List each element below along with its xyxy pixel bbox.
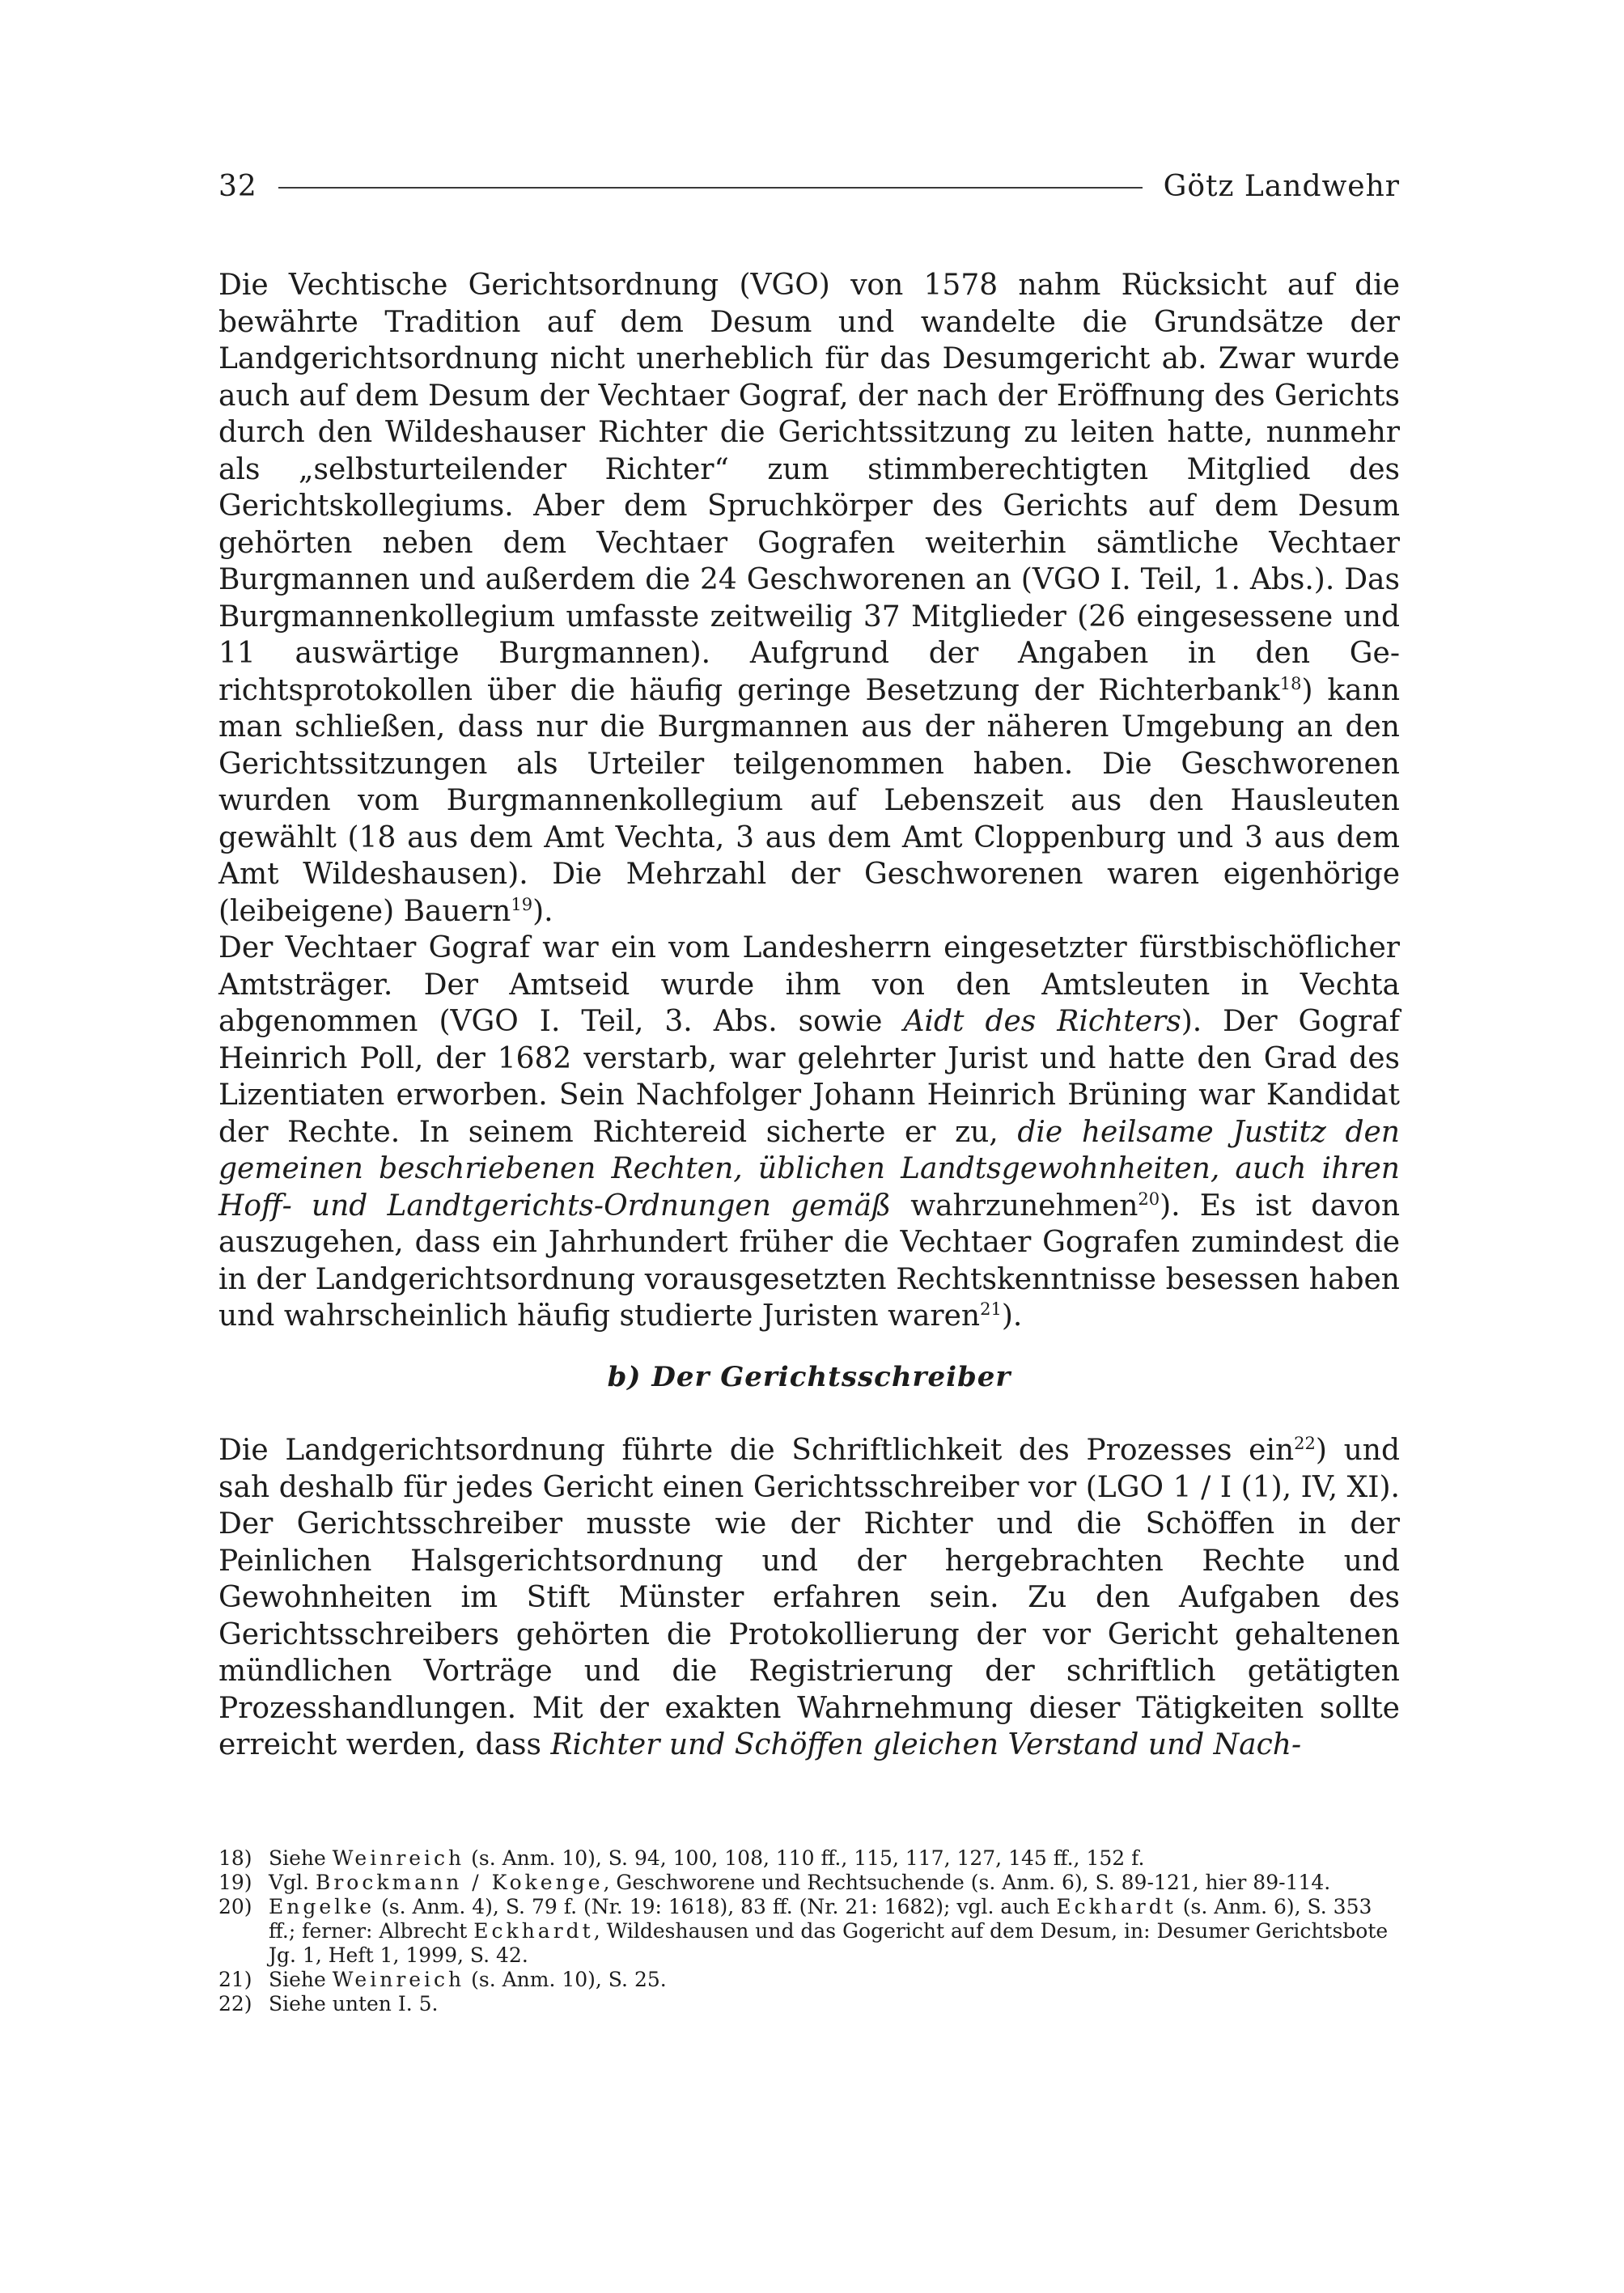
paragraph-gerichtsschreiber: Die Landgerichtsordnung führte die Schriftlichkeit des Prozesses ein$^{22}$) und sah deshalb für jedes Gericht einen Gerichtsschreiber vor (LGO 1 / I (1), IV, XI). Der Gerichtsschreiber musste wie der Richter und die Schöffen in der Peinlichen Halsgerichtsordnung und der hergebrachten Rechte und Gewohnheiten im Stift Münster erfahren sein. Zu den Aufgaben des Gerichtsschreibers gehörten die Protokollierung der vor Gericht gehaltenen mündlichen Vorträge und die Registrierung der schriftlich getätigten Prozesshandlungen. Mit der exakten Wahrnehmung dieser Tätigkeiten sollte erreicht werden, dass Richter und Schöffen gleichen Verstand und Nach-	[218, 1434, 1400, 1761]
footnote-ref-22[interactable]: 22	[1294, 1434, 1316, 1453]
footnote-number: 18)	[218, 1846, 252, 1870]
footnote-ref-21[interactable]: 21	[980, 1299, 1002, 1319]
body-text-lower	[218, 1432, 1400, 1764]
running-head-author: Götz Landwehr	[1163, 169, 1400, 203]
footnote-ref-18[interactable]: 18	[1279, 673, 1302, 693]
footnote-20	[218, 1895, 1400, 1968]
page-number: 32	[218, 169, 257, 203]
footnote-number: 19)	[218, 1871, 252, 1894]
footnote-19	[218, 1871, 1400, 1895]
footnote-18	[218, 1846, 1400, 1871]
footnote-22	[218, 1992, 1400, 2016]
footnote-number: 20)	[218, 1895, 252, 1918]
section-heading: b) Der Gerichtsschreiber	[607, 1361, 1011, 1393]
header-rule	[278, 187, 1143, 189]
footnote-text: Siehe unten I. 5.	[269, 1992, 439, 2015]
footnotes	[218, 1846, 1400, 2016]
footnote-text: Vgl. Brockmann / Kokenge, Geschworene und Rechtsuchende (s. Anm. 6), S. 89-121, hier 89-114.	[269, 1871, 1331, 1894]
footnote-number: 21)	[218, 1968, 252, 1991]
footnote-ref-20[interactable]: 20	[1138, 1189, 1160, 1209]
footnote-21	[218, 1968, 1400, 1992]
footnote-text: Engelke (s. Anm. 4), S. 79 f. (Nr. 19: 1618), 83 ff. (Nr. 21: 1682); vgl. auch Eckhardt (s. Anm. 6), S. 353 ff.; ferner: Albrecht Eckhardt, Wildeshausen und das Gogericht auf dem Desum, in: Desumer Gerichtsbote Jg. 1, Heft 1, 1999, S. 42.	[269, 1895, 1389, 1967]
paragraph-gograf: Der Vechtaer Gograf war ein vom Landesherrn eingesetzter fürstbischöflicher Amtsträger. Der Amtseid wurde ihm von den Amtsleuten in Vechta abgenommen (VGO I. Teil, 3. Abs. sowie Aidt des Richters). Der Gograf Heinrich Poll, der 1682 verstarb, war gelehrter Jurist und hatte den Grad des Lizentiaten erworben. Sein Nachfolger Johann Heinrich Brüning war Kandidat der Rechte. In seinem Richtereid sicherte er zu, die heilsame Justitz den gemeinen beschriebenen Rechten, üblichen Landtsgewohnheiten, auch ihren Hoff- und Landtgerichts-Ordnungen gemäß wahrzunehmen$^{20}$). Es ist davon auszugehen, dass ein Jahrhundert früher die Vechtaer Gografen zumindest die in der Landgerichtsordnung vorausgesetzten Rechtskenntnisse besessen haben und wahrscheinlich häufig studierte Juristen waren$^{21}$).	[218, 931, 1401, 1333]
footnote-text: Siehe Weinreich (s. Anm. 10), S. 94, 100, 108, 110 ff., 115, 117, 127, 145 ff., 152 f.	[269, 1846, 1145, 1870]
footnote-text: Siehe Weinreich (s. Anm. 10), S. 25.	[269, 1968, 667, 1991]
footnote-ref-19[interactable]: 19	[511, 894, 533, 914]
page-header	[218, 166, 1400, 206]
body-text-upper	[218, 267, 1400, 1335]
paragraph-vgo: Die Vechtische Gerichtsordnung (VGO) von 1578 nahm Rücksicht auf die bewährte Tradition auf dem Desum und wandelte die Grundsätze der Landgerichtsordnung nicht unerheblich für das Desumgericht ab. Zwar wurde auch auf dem Desum der Vechtaer Gograf, der nach der Eröffnung des Gerichts durch den Wildeshauser Richter die Gerichtssitzung zu leiten hatte, nunmehr als „selbsturteilender Richter“ zum stimmberechtigten Mitglied des Gerichtskollegiums. Aber dem Spruchkörper des Gerichts auf dem Desum gehörten neben dem Vechtaer Gografen weiterhin sämtliche Vechtaer Burgmannen und außerdem die 24 Geschworenen an (VGO I. Teil, 1. Abs.). Das Burgmannenkollegium umfasste zeitweilig 37 Mitglieder (26 eingesessene und 11 auswärtige Burgmannen). Aufgrund der Angaben in den Gerichtsprotokollen über die häufig geringe Besetzung der Richterbank$^{18}$) kann man schließen, dass nur die Burgmannen aus der näheren Umgebung an den Gerichtssitzungen als Urteiler teilgenommen haben. Die Geschworenen wurden vom Burgmannenkollegium auf Lebenszeit aus den Hausleuten gewählt (18 aus dem Amt Vechta, 3 aus dem Amt Cloppenburg und 3 aus dem Amt Wildeshausen). Die Mehrzahl der Geschworenen waren eigenhörige (leibeigene) Bauern$^{19}$).	[218, 269, 1401, 928]
footnote-number: 22)	[218, 1992, 252, 2015]
